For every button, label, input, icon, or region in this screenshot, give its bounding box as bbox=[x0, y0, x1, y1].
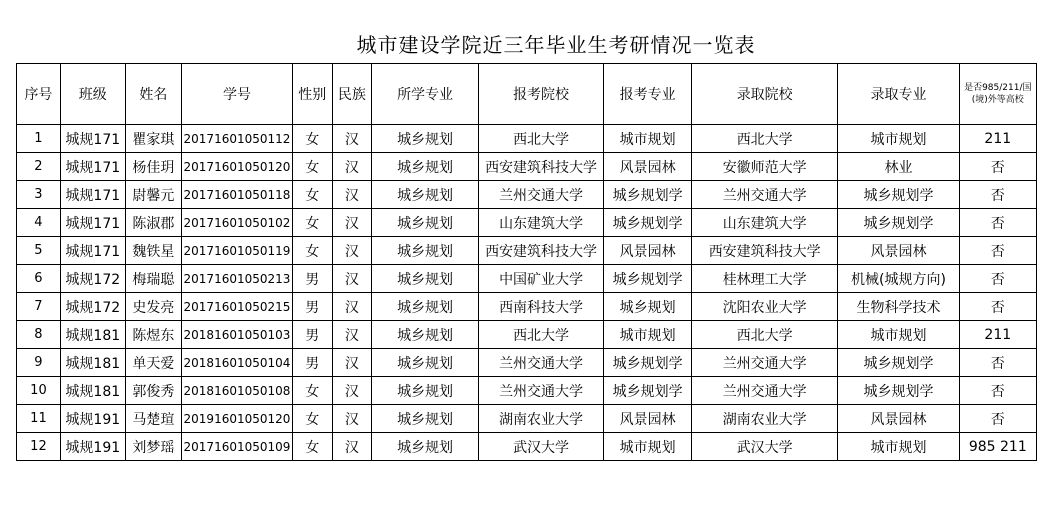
cell-ethnicity: 汉 bbox=[332, 237, 372, 265]
cell-admitted-major: 风景园林 bbox=[838, 237, 959, 265]
cell-applied-major: 城乡规划学 bbox=[604, 265, 692, 293]
cell-gender: 女 bbox=[292, 433, 332, 461]
header-major: 所学专业 bbox=[372, 64, 479, 125]
cell-major: 城乡规划 bbox=[372, 181, 479, 209]
cell-student-id: 20171601050119 bbox=[182, 237, 293, 265]
cell-major: 城乡规划 bbox=[372, 209, 479, 237]
cell-gender: 男 bbox=[292, 293, 332, 321]
cell-student-id: 20191601050120 bbox=[182, 405, 293, 433]
cell-major: 城乡规划 bbox=[372, 153, 479, 181]
cell-applied-school: 西北大学 bbox=[478, 321, 603, 349]
header-name: 姓名 bbox=[125, 64, 181, 125]
cell-ethnicity: 汉 bbox=[332, 125, 372, 153]
cell-ethnicity: 汉 bbox=[332, 153, 372, 181]
table-body bbox=[17, 125, 1037, 461]
cell-class: 城规171 bbox=[60, 125, 125, 153]
table-row bbox=[17, 209, 1037, 237]
cell-name: 史发亮 bbox=[125, 293, 181, 321]
cell-school-level: 否 bbox=[959, 405, 1036, 433]
cell-gender: 男 bbox=[292, 265, 332, 293]
cell-major: 城乡规划 bbox=[372, 265, 479, 293]
cell-applied-school: 西安建筑科技大学 bbox=[478, 153, 603, 181]
cell-name: 单天爱 bbox=[125, 349, 181, 377]
table-row bbox=[17, 153, 1037, 181]
cell-applied-school: 西南科技大学 bbox=[478, 293, 603, 321]
cell-name: 魏铁星 bbox=[125, 237, 181, 265]
cell-index: 3 bbox=[17, 181, 61, 209]
cell-ethnicity: 汉 bbox=[332, 405, 372, 433]
cell-major: 城乡规划 bbox=[372, 237, 479, 265]
table-row bbox=[17, 125, 1037, 153]
cell-class: 城规171 bbox=[60, 153, 125, 181]
cell-admitted-school: 西安建筑科技大学 bbox=[692, 237, 838, 265]
cell-applied-school: 兰州交通大学 bbox=[478, 377, 603, 405]
cell-major: 城乡规划 bbox=[372, 433, 479, 461]
table-row bbox=[17, 377, 1037, 405]
cell-gender: 女 bbox=[292, 125, 332, 153]
cell-admitted-major: 城乡规划学 bbox=[838, 181, 959, 209]
cell-admitted-school: 山东建筑大学 bbox=[692, 209, 838, 237]
cell-admitted-school: 武汉大学 bbox=[692, 433, 838, 461]
graduate-table bbox=[16, 63, 1037, 461]
cell-admitted-school: 兰州交通大学 bbox=[692, 349, 838, 377]
cell-major: 城乡规划 bbox=[372, 405, 479, 433]
cell-index: 1 bbox=[17, 125, 61, 153]
cell-name: 尉馨元 bbox=[125, 181, 181, 209]
cell-ethnicity: 汉 bbox=[332, 181, 372, 209]
cell-ethnicity: 汉 bbox=[332, 377, 372, 405]
header-student-id: 学号 bbox=[182, 64, 293, 125]
cell-admitted-major: 城市规划 bbox=[838, 321, 959, 349]
cell-school-level: 否 bbox=[959, 237, 1036, 265]
cell-applied-major: 城乡规划学 bbox=[604, 181, 692, 209]
cell-applied-major: 城市规划 bbox=[604, 433, 692, 461]
header-index: 序号 bbox=[17, 64, 61, 125]
cell-student-id: 20171601050215 bbox=[182, 293, 293, 321]
cell-name: 陈煜东 bbox=[125, 321, 181, 349]
cell-admitted-major: 城乡规划学 bbox=[838, 349, 959, 377]
cell-major: 城乡规划 bbox=[372, 125, 479, 153]
cell-class: 城规181 bbox=[60, 377, 125, 405]
cell-student-id: 20181601050103 bbox=[182, 321, 293, 349]
cell-index: 10 bbox=[17, 377, 61, 405]
header-gender: 性别 bbox=[292, 64, 332, 125]
cell-admitted-major: 生物科学技术 bbox=[838, 293, 959, 321]
cell-admitted-school: 兰州交通大学 bbox=[692, 377, 838, 405]
cell-class: 城规181 bbox=[60, 349, 125, 377]
cell-applied-school: 山东建筑大学 bbox=[478, 209, 603, 237]
table-row bbox=[17, 181, 1037, 209]
cell-index: 2 bbox=[17, 153, 61, 181]
cell-gender: 男 bbox=[292, 321, 332, 349]
cell-school-level: 211 bbox=[959, 125, 1036, 153]
cell-class: 城规181 bbox=[60, 321, 125, 349]
cell-student-id: 20171601050213 bbox=[182, 265, 293, 293]
cell-student-id: 20181601050104 bbox=[182, 349, 293, 377]
cell-admitted-school: 西北大学 bbox=[692, 321, 838, 349]
header-row bbox=[17, 64, 1037, 125]
header-applied-school: 报考院校 bbox=[478, 64, 603, 125]
cell-admitted-major: 城乡规划学 bbox=[838, 377, 959, 405]
cell-school-level: 否 bbox=[959, 265, 1036, 293]
cell-student-id: 20171601050112 bbox=[182, 125, 293, 153]
cell-student-id: 20171601050102 bbox=[182, 209, 293, 237]
cell-student-id: 20171601050109 bbox=[182, 433, 293, 461]
cell-admitted-school: 西北大学 bbox=[692, 125, 838, 153]
cell-school-level: 985 211 bbox=[959, 433, 1036, 461]
cell-school-level: 否 bbox=[959, 181, 1036, 209]
cell-index: 8 bbox=[17, 321, 61, 349]
cell-applied-school: 武汉大学 bbox=[478, 433, 603, 461]
cell-admitted-school: 沈阳农业大学 bbox=[692, 293, 838, 321]
cell-gender: 女 bbox=[292, 181, 332, 209]
cell-applied-school: 湖南农业大学 bbox=[478, 405, 603, 433]
cell-gender: 男 bbox=[292, 349, 332, 377]
cell-admitted-major: 风景园林 bbox=[838, 405, 959, 433]
cell-ethnicity: 汉 bbox=[332, 321, 372, 349]
cell-admitted-school: 桂林理工大学 bbox=[692, 265, 838, 293]
table-row bbox=[17, 293, 1037, 321]
table-row bbox=[17, 433, 1037, 461]
header-applied-major: 报考专业 bbox=[604, 64, 692, 125]
cell-admitted-major: 城乡规划学 bbox=[838, 209, 959, 237]
cell-gender: 女 bbox=[292, 377, 332, 405]
cell-name: 瞿家琪 bbox=[125, 125, 181, 153]
cell-name: 杨佳玥 bbox=[125, 153, 181, 181]
cell-major: 城乡规划 bbox=[372, 293, 479, 321]
cell-admitted-major: 城市规划 bbox=[838, 125, 959, 153]
cell-gender: 女 bbox=[292, 405, 332, 433]
cell-student-id: 20181601050108 bbox=[182, 377, 293, 405]
cell-applied-school: 兰州交通大学 bbox=[478, 349, 603, 377]
cell-class: 城规172 bbox=[60, 293, 125, 321]
cell-applied-school: 西安建筑科技大学 bbox=[478, 237, 603, 265]
cell-index: 5 bbox=[17, 237, 61, 265]
cell-index: 6 bbox=[17, 265, 61, 293]
header-admitted-major: 录取专业 bbox=[838, 64, 959, 125]
cell-major: 城乡规划 bbox=[372, 321, 479, 349]
cell-index: 4 bbox=[17, 209, 61, 237]
cell-applied-major: 城乡规划学 bbox=[604, 377, 692, 405]
header-admitted-school: 录取院校 bbox=[692, 64, 838, 125]
cell-admitted-school: 兰州交通大学 bbox=[692, 181, 838, 209]
header-ethnicity: 民族 bbox=[332, 64, 372, 125]
cell-index: 9 bbox=[17, 349, 61, 377]
cell-admitted-school: 湖南农业大学 bbox=[692, 405, 838, 433]
cell-class: 城规171 bbox=[60, 237, 125, 265]
cell-ethnicity: 汉 bbox=[332, 293, 372, 321]
cell-name: 陈淑郡 bbox=[125, 209, 181, 237]
cell-applied-major: 风景园林 bbox=[604, 405, 692, 433]
cell-admitted-school: 安徽师范大学 bbox=[692, 153, 838, 181]
cell-school-level: 否 bbox=[959, 377, 1036, 405]
cell-major: 城乡规划 bbox=[372, 349, 479, 377]
cell-name: 郭俊秀 bbox=[125, 377, 181, 405]
cell-gender: 女 bbox=[292, 153, 332, 181]
cell-class: 城规191 bbox=[60, 433, 125, 461]
cell-gender: 女 bbox=[292, 209, 332, 237]
cell-class: 城规191 bbox=[60, 405, 125, 433]
cell-name: 马楚瑄 bbox=[125, 405, 181, 433]
header-class: 班级 bbox=[60, 64, 125, 125]
table-row bbox=[17, 237, 1037, 265]
cell-class: 城规171 bbox=[60, 209, 125, 237]
cell-index: 11 bbox=[17, 405, 61, 433]
cell-ethnicity: 汉 bbox=[332, 349, 372, 377]
cell-index: 7 bbox=[17, 293, 61, 321]
cell-applied-school: 中国矿业大学 bbox=[478, 265, 603, 293]
table-row bbox=[17, 405, 1037, 433]
cell-ethnicity: 汉 bbox=[332, 265, 372, 293]
header-school-level: 是否985/211/国(境)外等高校 bbox=[959, 64, 1036, 125]
cell-gender: 女 bbox=[292, 237, 332, 265]
table-row bbox=[17, 265, 1037, 293]
cell-index: 12 bbox=[17, 433, 61, 461]
cell-class: 城规171 bbox=[60, 181, 125, 209]
cell-admitted-major: 城市规划 bbox=[838, 433, 959, 461]
cell-student-id: 20171601050120 bbox=[182, 153, 293, 181]
cell-applied-major: 风景园林 bbox=[604, 237, 692, 265]
cell-applied-major: 城乡规划 bbox=[604, 293, 692, 321]
cell-school-level: 211 bbox=[959, 321, 1036, 349]
cell-name: 刘梦瑶 bbox=[125, 433, 181, 461]
table-row bbox=[17, 349, 1037, 377]
cell-name: 梅瑞聪 bbox=[125, 265, 181, 293]
cell-ethnicity: 汉 bbox=[332, 209, 372, 237]
cell-applied-major: 城市规划 bbox=[604, 125, 692, 153]
cell-student-id: 20171601050118 bbox=[182, 181, 293, 209]
cell-applied-school: 兰州交通大学 bbox=[478, 181, 603, 209]
cell-school-level: 否 bbox=[959, 209, 1036, 237]
cell-school-level: 否 bbox=[959, 349, 1036, 377]
cell-applied-major: 城乡规划学 bbox=[604, 349, 692, 377]
cell-school-level: 否 bbox=[959, 293, 1036, 321]
cell-admitted-major: 林业 bbox=[838, 153, 959, 181]
cell-admitted-major: 机械(城规方向) bbox=[838, 265, 959, 293]
cell-applied-school: 西北大学 bbox=[478, 125, 603, 153]
cell-ethnicity: 汉 bbox=[332, 433, 372, 461]
cell-applied-major: 风景园林 bbox=[604, 153, 692, 181]
page-title: 城市建设学院近三年毕业生考研情况一览表 bbox=[356, 33, 756, 57]
cell-applied-major: 城乡规划学 bbox=[604, 209, 692, 237]
cell-school-level: 否 bbox=[959, 153, 1036, 181]
cell-applied-major: 城市规划 bbox=[604, 321, 692, 349]
cell-major: 城乡规划 bbox=[372, 377, 479, 405]
cell-class: 城规172 bbox=[60, 265, 125, 293]
table-row bbox=[17, 321, 1037, 349]
